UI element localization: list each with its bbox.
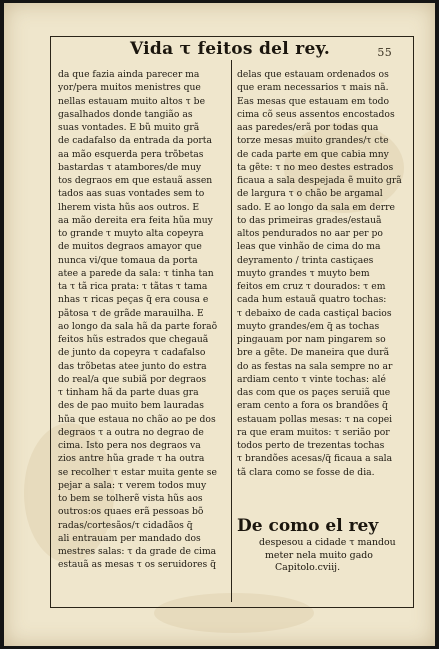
text-line: zios antre hũa grade τ ha outra	[58, 453, 205, 465]
text-line: de cada parte em que cabia mny	[237, 148, 389, 160]
text-line: to grande τ muyto alta copeyra	[58, 228, 204, 239]
text-line: hũa que estaua no chão ao pe dos	[58, 413, 216, 425]
text-line: ficaua a sala despejada ẽ muito grã	[237, 175, 402, 186]
text-line: muyto grandes τ muyto bem	[237, 267, 370, 279]
text-line: outros:os quaes erã pessoas bõ	[58, 506, 204, 518]
text-line: cima. Isto pera nos degraos va	[58, 440, 201, 451]
text-line: aa mão esquerda pera trõbetas	[58, 148, 204, 160]
text-line: atee a parede da sala: τ tinha tan	[58, 267, 214, 279]
column-divider	[231, 60, 232, 602]
text-line: deyramento / trinta castiçaes	[237, 254, 374, 266]
text-line: ta gẽte: τ no meo destes estrados	[237, 161, 394, 173]
text-line: de muitos degraos amayor que	[58, 241, 202, 253]
text-line: leas que vinhão de cima do ma	[237, 241, 381, 253]
text-line: radas/cortesãos/τ cidadãos q̃	[58, 519, 193, 531]
text-line: mestres salas: τ da grade de cima	[58, 546, 217, 557]
text-line: todos perto de trezentas tochas	[237, 440, 385, 451]
left-text-column	[58, 68, 226, 572]
chapter-heading	[237, 515, 409, 575]
text-line: eram cento a fora os brandões q̃	[237, 400, 388, 412]
running-header	[60, 36, 400, 62]
chapter-line: meter nela muito gado	[265, 549, 373, 561]
text-line: suas vontades. E bũ muito grã	[58, 122, 200, 133]
text-line: da que fazia ainda parecer ma	[58, 69, 200, 80]
text-line: cima cõ seus assentos encostados	[237, 108, 395, 120]
text-line: to das primeiras grades/estauã	[237, 214, 382, 226]
chapter-title: De como el rey	[237, 516, 379, 536]
text-line: τ brandões acesas/q̃ ficaua a sala	[237, 453, 393, 465]
text-line: ardiam cento τ vinte tochas: alé	[237, 373, 386, 385]
text-line: feitos em cruz τ dourados: τ em	[237, 281, 386, 292]
text-line: nunca vi/que tomaua da porta	[58, 254, 198, 266]
text-line: feitos hũs estrados que chegauã	[58, 334, 209, 345]
text-line: des de pao muito bem lauradas	[58, 400, 204, 412]
text-line: de junto da copeyra τ cadafalso	[58, 347, 206, 359]
text-line: to bem se tolherẽ vista hũs aos	[58, 493, 203, 504]
text-line: se recolher τ estar muita gente se	[58, 466, 217, 478]
text-line: bastardas τ atambores/de muy	[58, 161, 202, 173]
text-line: do real/a que subiã por degraos	[58, 373, 207, 385]
text-line: gasalhados donde tangião as	[58, 108, 193, 120]
text-line: que eram necessarios τ mais nã.	[237, 82, 389, 94]
text-line: altos pendurados no aar per po	[237, 228, 383, 239]
text-line: nhas τ ricas peças q̃ era cousa e	[58, 294, 209, 306]
header-title: Vida τ feitos del rey.	[129, 39, 331, 59]
folio-number: 55	[377, 46, 392, 59]
text-line: pejar a sala: τ verem todos muy	[58, 479, 207, 491]
text-line: das trõbetas atee junto do estra	[58, 360, 207, 372]
text-line: τ tinham hã da parte duas gra	[58, 387, 199, 398]
text-line: τ debaixo de cada castiçal bacios	[237, 307, 392, 319]
text-line: nellas estauam muito altos τ be	[58, 95, 205, 107]
text-line: ra que eram muitos: τ serião por	[237, 426, 390, 438]
chapter-line: despesou a cidade τ mandou	[259, 537, 396, 548]
text-line: tã clara como se fosse de dia.	[237, 466, 375, 478]
text-line: Eas mesas que estauam em todo	[237, 95, 390, 107]
text-line: do as festas na sala sempre no ar	[237, 360, 393, 372]
text-line: estauam pollas mesas: τ na copei	[237, 413, 393, 425]
text-line: aa mão dereita era feita hũa muy	[58, 214, 213, 226]
text-line: muyto grandes/em q̃ as tochas	[237, 320, 380, 332]
text-line: de cadafalso da entrada da porta	[58, 135, 212, 147]
text-line: pingauam por nam pingarem so	[237, 334, 386, 345]
text-line: cada hum estauã quatro tochas:	[237, 294, 387, 306]
chapter-number: Capitolo.cviij.	[275, 562, 341, 573]
text-line: tos degraos em que estauã assen	[58, 175, 213, 186]
text-line: de largura τ o chão be argamal	[237, 188, 383, 200]
text-line: degraos τ a outra no degrao de	[58, 426, 204, 438]
text-line: pãtosa τ de grãde marauilha. E	[58, 307, 204, 319]
text-line: das com que os paçes seruiã que	[237, 387, 391, 398]
text-line: yor/pera muitos menistres que	[58, 82, 201, 94]
text-line: tados aas suas vontades sem to	[58, 188, 205, 200]
right-text-column	[237, 68, 407, 479]
text-line: delas que estauam ordenados os	[237, 69, 389, 80]
text-line: torze mesas muito grandes/τ cte	[237, 135, 389, 147]
text-line: aas paredes/erã por todas qua	[237, 122, 379, 133]
text-line: ao longo da sala hã da parte foraõ	[58, 320, 218, 332]
text-line: ali entrauam per mandado dos	[58, 532, 201, 544]
text-line: lherem vista hũs aos outros. E	[58, 201, 200, 213]
text-line: ta τ tã rica prata: τ tãtas τ tama	[58, 281, 208, 292]
text-line: estauã as mesas τ os seruidores q̃	[58, 559, 217, 571]
text-line: bre a gẽte. De maneira que durã	[237, 347, 390, 359]
text-line: sado. E ao longo da sala em derre	[237, 201, 395, 213]
